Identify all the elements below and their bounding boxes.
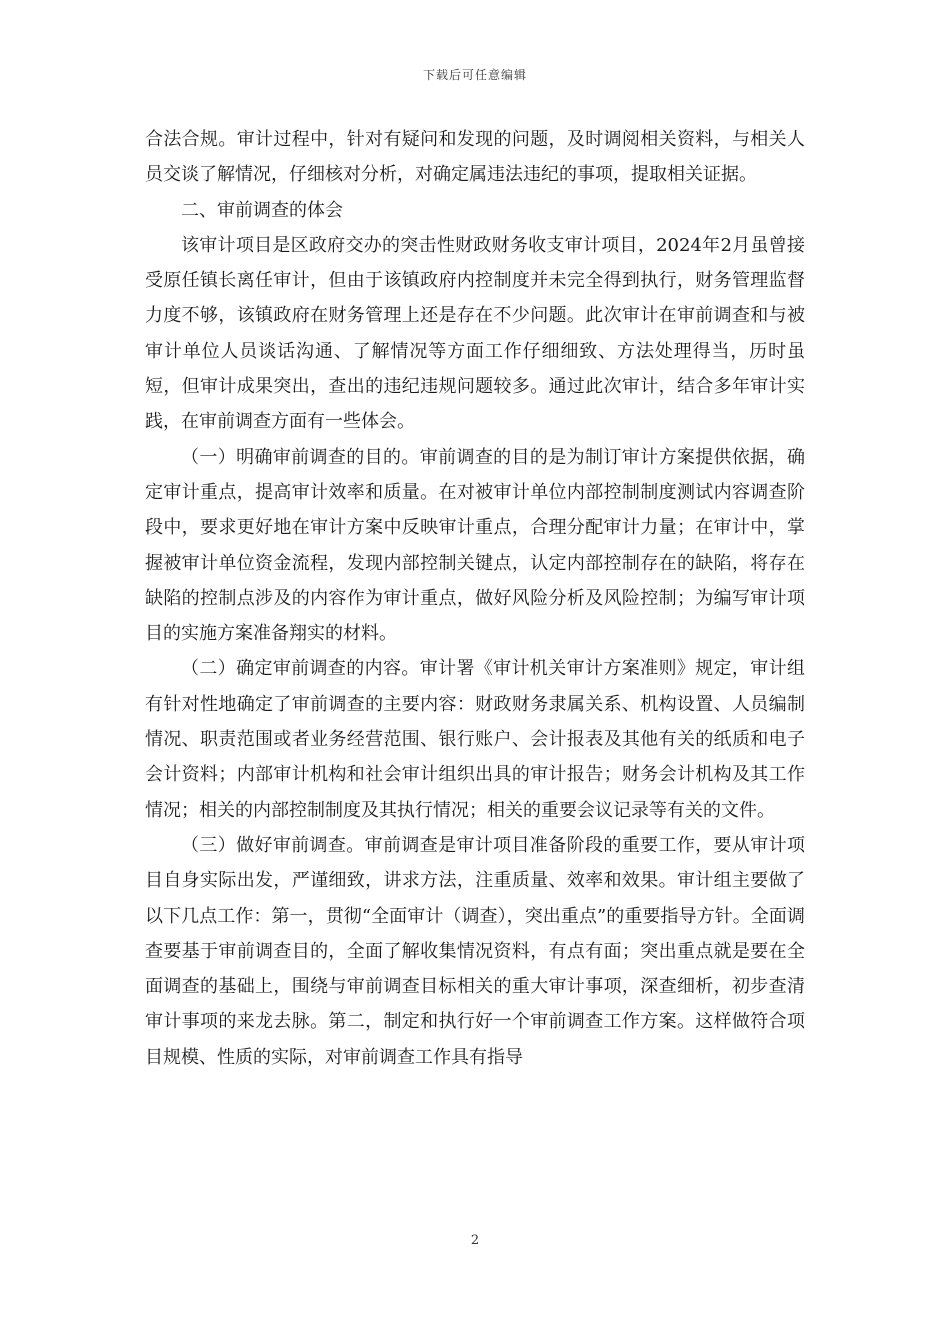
document-body: [145, 122, 805, 1075]
page-number: 2: [470, 1233, 480, 1248]
paragraph-investigation: （三）做好审前调查。审前调查是审计项目准备阶段的重要工作，要从审计项目自身实际出发，严谨细致，讲求方法，注重质量、效率和效果。审计组主要做了以下几点工作：第一，贯彻“全面审计（调查），突出重点”的重要指导方针。全面调查要基于审前调查目的，全面了解收集情况资料，有点有面；突出重点就是要在全面调查的基础上，围绕与审前调查目标相关的重大审计事项，深查细析，初步查清审计事项的来龙去脉。第二，制定和执行好一个审前调查工作方案。这样做符合项目规模、性质的实际，对审前调查工作具有指导: [145, 834, 805, 1068]
paragraph-purpose: （一）明确审前调查的目的。审前调查的目的是为制订审计方案提供依据，确定审计重点，提高审计效率和质量。在对被审计单位内部控制制度测试内容调查阶段中，要求更好地在审计方案中反映审计重点，合理分配审计力量；在审计中，掌握被审计单位资金流程，发现内部控制关键点，认定内部控制存在的缺陷，将存在缺陷的控制点涉及的内容作为审计重点，做好风险分析及风险控制；为编写审计项目的实施方案准备翔实的材料。: [145, 446, 805, 645]
section-heading: 二、审前调查的体会: [181, 199, 343, 221]
paragraph-background: 该审计项目是区政府交办的突击性财政财务收支审计项目，2024年2月虽曾接受原任镇长离任审计，但由于该镇政府内控制度并未完全得到执行，财务管理监督力度不够，该镇政府在财务管理上还是存在不少问题。此次审计在审前调查和与被审计单位人员谈话沟通、了解情况等方面工作仔细细致、方法处理得当，历时虽短，但审计成果突出，查出的违纪违规问题较多。通过此次审计，结合多年审计实践，在审前调查方面有一些体会。: [145, 234, 805, 433]
page-header-note: 下载后可任意编辑: [422, 68, 527, 82]
paragraph-continuation: 合法合规。审计过程中，针对有疑问和发现的问题，及时调阅相关资料，与相关人员交谈了解情况，仔细核对分析，对确定属违法违纪的事项，提取相关证据。: [145, 129, 805, 186]
paragraph-content: （二）确定审前调查的内容。审计署《审计机关审计方案准则》规定，审计组有针对性地确定了审前调查的主要内容：财政财务隶属关系、机构设置、人员编制情况、职责范围或者业务经营范围、银行账户、会计报表及其他有关的纸质和电子会计资料；内部审计机构和社会审计组织出具的审计报告；财务会计机构及其工作情况；相关的内部控制制度及其执行情况；相关的重要会议记录等有关的文件。: [145, 658, 805, 821]
